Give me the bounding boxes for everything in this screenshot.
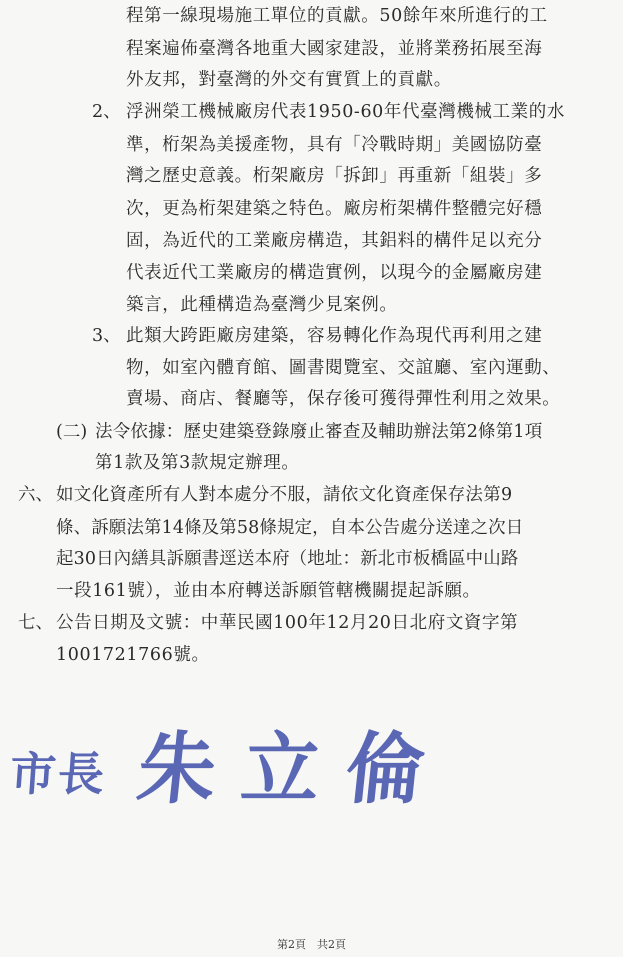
text-line: 此類大跨距廠房建築，容易轉化作為現代再利用之建 [126,326,543,346]
signature-name: 朱立倫 [133,724,455,815]
text-line: 外友邦，對臺灣的外交有實質上的貢獻。 [126,70,452,90]
text-line: 1001721766號。 [56,645,210,665]
section-number-7: 七、 [18,613,53,633]
item-number-2: 2、 [92,102,121,122]
text-line: 法令依據：歷史建築登錄廢止審查及輔助辦法第2條第1項 [95,422,543,442]
text-line: 公告日期及文號：中華民國100年12月20日北府文資字第 [56,613,519,633]
text-line: 固，為近代的工業廠房構造，其鋁料的構件足以充分 [126,231,543,251]
signature-title: 市長 [8,747,108,801]
text-line: 次，更為桁架建築之特色。廠房桁架構件整體完好穩 [126,199,543,219]
text-line: 如文化資產所有人對本處分不服，請依文化資產保存法第9 [56,485,513,505]
sub-item-2: (二) [56,422,88,442]
text-line: 起30日內繕具訴願書逕送本府（地址：新北市板橋區中山路 [56,549,519,569]
text-line: 一段161號），並由本府轉送訴願管轄機關提起訴願。 [56,581,481,601]
text-line: 準，桁架為美援產物，具有「冷戰時期」美國協防臺 [126,135,543,155]
text-line: 程案遍佈臺灣各地重大國家建設，並將業務拓展至海 [126,39,543,59]
text-line: 條、訴願法第14條及第58條規定，自本公告處分送達之次日 [56,518,524,538]
text-line: 第1款及第3款規定辦理。 [95,453,300,473]
section-number-6: 六、 [18,485,53,505]
text-line: 代表近代工業廠房的構造實例，以現今的金屬廠房建 [126,263,543,283]
mayor-signature [10,722,570,822]
text-line: 程第一線現場施工單位的貢獻。50餘年來所進行的工 [126,6,548,26]
text-line: 灣之歷史意義。桁架廠房「拆卸」再重新「組裝」多 [126,166,543,186]
text-line: 物，如室內體育館、圖書閱覽室、交誼廳、室內運動、 [126,358,561,378]
page-footer: 第2頁 共2頁 [277,938,346,951]
text-line: 築言，此種構造為臺灣少見案例。 [126,295,398,315]
text-line: 浮洲榮工機械廠房代表1950-60年代臺灣機械工業的水 [126,102,565,122]
text-line: 賣場、商店、餐廳等，保存後可獲得彈性利用之效果。 [126,389,561,409]
item-number-3: 3、 [92,326,121,346]
